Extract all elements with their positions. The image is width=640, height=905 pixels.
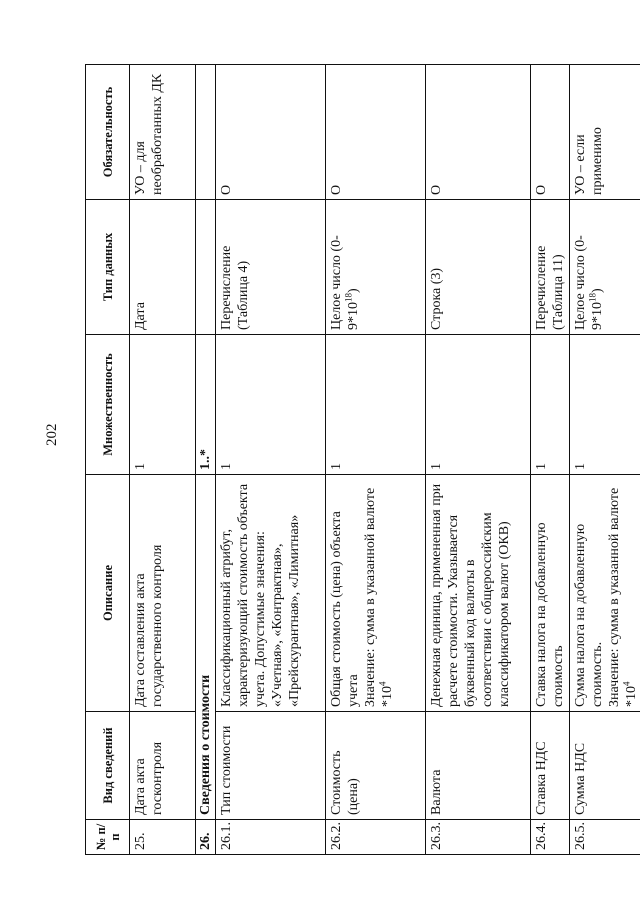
desc-value-exponent: 4	[377, 681, 388, 686]
cell-desc: Классификационный атрибут, характеризующий стоимость объекта учета. Допустимые значения: «Учетная», «Контрактная», «Прейскурантная», «Лимитная»	[216, 475, 326, 712]
type-end: )	[346, 288, 361, 293]
cell-type: Строка (3)	[426, 200, 531, 335]
desc-value-exponent: 4	[621, 681, 632, 686]
table-row	[326, 65, 426, 855]
cell-mult: 1	[570, 335, 640, 475]
cell-name: Дата акта госконтроля	[130, 712, 196, 820]
type-end: )	[590, 288, 605, 293]
cell-mult: 1	[130, 335, 196, 475]
desc-text: Общая стоимость (цена) объекта учета	[329, 511, 361, 707]
table-header-row	[86, 65, 130, 855]
cell-req: О	[426, 65, 531, 200]
attributes-table	[85, 64, 640, 855]
cell-type	[196, 200, 216, 335]
desc-value: Значение: сумма в указанной валюте *10	[363, 487, 395, 707]
cell-req: О	[326, 65, 426, 200]
cell-req: О	[216, 65, 326, 200]
cell-type: Перечисление (Таблица 4)	[216, 200, 326, 335]
cell-mult: 1	[216, 335, 326, 475]
table-row	[570, 65, 640, 855]
cell-name: Ставка НДС	[531, 712, 570, 820]
cell-name: Тип стоимости	[216, 712, 326, 820]
cell-desc	[570, 475, 640, 712]
cell-type: Перечисление (Таблица 11)	[531, 200, 570, 335]
table-row	[216, 65, 326, 855]
section-row	[196, 65, 216, 855]
table-row	[130, 65, 196, 855]
cell-desc: Ставка налога на добавленную стоимость	[531, 475, 570, 712]
rotated-page-content	[85, 65, 639, 855]
page-number: 202	[44, 423, 60, 446]
cell-num: 25.	[130, 820, 196, 855]
cell-desc	[326, 475, 426, 712]
cell-req: О	[531, 65, 570, 200]
type-exponent: 18	[587, 293, 598, 302]
header-num: № п/п	[86, 820, 130, 855]
table-row	[426, 65, 531, 855]
header-mult: Множественность	[86, 335, 130, 475]
cell-desc: Денежная единица, примененная при расчете стоимости. Указывается буквенный код валюты в соответствии с общероссийским классификатором валют (ОКВ)	[426, 475, 531, 712]
cell-mult: 1	[326, 335, 426, 475]
cell-type	[326, 200, 426, 335]
cell-name: Стоимость (цена)	[326, 712, 426, 820]
cell-type: Дата	[130, 200, 196, 335]
cell-num: 26.4.	[531, 820, 570, 855]
table-row	[531, 65, 570, 855]
cell-name: Сумма НДС	[570, 712, 640, 820]
cell-num: 26.1.	[216, 820, 326, 855]
cell-mult: 1	[531, 335, 570, 475]
cell-type	[570, 200, 640, 335]
type-text: Целое число (0-9*10	[573, 235, 605, 330]
cell-req	[196, 65, 216, 200]
cell-num: 26.3.	[426, 820, 531, 855]
header-desc: Описание	[86, 475, 130, 712]
cell-mult: 1..*	[196, 335, 216, 475]
type-text: Целое число (0-9*10	[329, 235, 361, 330]
cell-mult: 1	[426, 335, 531, 475]
cell-num: 26.5.	[570, 820, 640, 855]
desc-text: Сумма налога на добавленную стоимость.	[573, 523, 605, 707]
cell-req: УО – для необработанных ДК	[130, 65, 196, 200]
header-req: Обязательность	[86, 65, 130, 200]
cell-num: 26.2.	[326, 820, 426, 855]
header-name: Вид сведений	[86, 712, 130, 820]
section-title: Сведения о стоимости	[196, 475, 216, 820]
cell-req: УО – если применимо	[570, 65, 640, 200]
cell-num: 26.	[196, 820, 216, 855]
desc-value: Значение: сумма в указанной валюте *10	[607, 487, 639, 707]
cell-desc: Дата составления акта государственного контроля	[130, 475, 196, 712]
type-exponent: 18	[343, 293, 354, 302]
header-type: Тип данных	[86, 200, 130, 335]
cell-name: Валюта	[426, 712, 531, 820]
